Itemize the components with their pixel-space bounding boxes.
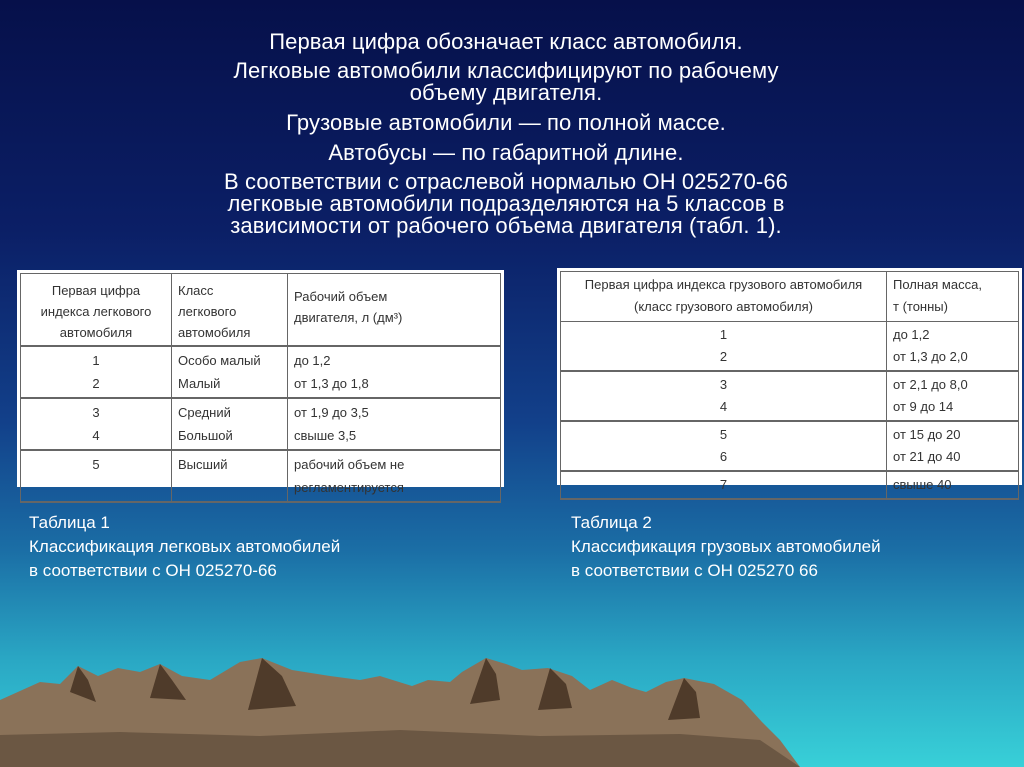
table2-header-mass (887, 272, 1019, 322)
table2-header-mass-a: Полная масса, (893, 277, 982, 292)
mountain-base (0, 730, 800, 767)
table2-header-digit-b: (класс грузового автомобиля) (634, 299, 813, 314)
table1-header-digit-c: автомобиля (59, 325, 133, 340)
table1-header-class-a: Класс (178, 283, 214, 298)
table2-digit: 2 (719, 349, 728, 364)
table2-masses (887, 421, 1019, 471)
table1-class: Малый (178, 376, 221, 391)
table2-caption-line2: в соответствии с ОН 025270 66 (571, 561, 818, 580)
table1-header-class (172, 274, 288, 347)
table1-volume: от 1,9 до 3,5 (294, 405, 369, 420)
table1-class: Большой (178, 428, 233, 443)
table2-digit: 7 (719, 477, 728, 492)
table1-volume: от 1,3 до 1,8 (294, 376, 369, 391)
table1-caption-line2: в соответствии с ОН 025270-66 (29, 561, 277, 580)
intro-line-norm-c: зависимости от рабочего объема двигателя (табл. 1). (230, 213, 782, 238)
intro-line-class: Первая цифра обозначает класс автомобиля. (269, 29, 743, 54)
intro-line-norm (120, 171, 892, 237)
table1-digit: 3 (92, 405, 100, 420)
table1-digit: 2 (92, 376, 100, 391)
table-row (561, 421, 1019, 471)
truck-table (557, 268, 1022, 492)
table2-masses (887, 371, 1019, 421)
intro-line-passenger (120, 60, 892, 104)
table1-class: Средний (178, 405, 231, 420)
table1-caption (29, 511, 340, 583)
table2-masses (887, 322, 1019, 372)
table1-volumes (288, 450, 501, 502)
table1-digit: 1 (92, 353, 100, 368)
intro-line-buses: Автобусы — по габаритной длине. (328, 140, 684, 165)
table1-header-class-b: легкового (178, 304, 237, 319)
table2-digit: 5 (719, 427, 728, 442)
table-row (21, 346, 501, 398)
table1-classes (172, 398, 288, 450)
table1-class: Высший (178, 457, 228, 472)
table1-classes (172, 346, 288, 398)
intro-line-passenger-a: Легковые автомобили классифицируют по рабочему (233, 58, 779, 83)
table1-volume: регламентируется (294, 480, 404, 495)
table1-header-class-c: автомобиля (178, 325, 251, 340)
table1-digits (21, 346, 172, 398)
table1-class: Особо малый (178, 353, 261, 368)
table1-volume: до 1,2 (294, 353, 331, 368)
table1-digit: 5 (92, 457, 100, 472)
table2-mass: до 1,2 (893, 327, 930, 342)
table2-digits (561, 371, 887, 421)
table1-header-volume-b: двигателя, л (дм³) (294, 310, 403, 325)
table2-masses (887, 471, 1019, 499)
table1-volume: свыше 3,5 (294, 428, 357, 443)
intro-line-passenger-b: объему двигателя. (409, 80, 603, 105)
table-row (21, 450, 501, 502)
table1-classes (172, 450, 288, 502)
table2-caption-title: Таблица 2 (571, 513, 652, 532)
table1-header-volume (288, 274, 501, 347)
table2-digits (561, 421, 887, 471)
table2-header-mass-b: т (тонны) (893, 299, 948, 314)
table2-mass: от 1,3 до 2,0 (893, 349, 968, 364)
table2-mass: от 15 до 20 (893, 427, 961, 442)
table2-digits (561, 471, 887, 499)
table2-mass: свыше 40 (893, 477, 952, 492)
table1-digits (21, 450, 172, 502)
table2-mass: от 2,1 до 8,0 (893, 377, 968, 392)
table2-caption-line1: Классификация грузовых автомобилей (571, 537, 881, 556)
table2-header-digit (561, 272, 887, 322)
table2-mass: от 9 до 14 (893, 399, 954, 414)
table1-volumes (288, 346, 501, 398)
passenger-car-table (17, 270, 504, 495)
table2-header-digit-a: Первая цифра индекса грузового автомобиля (584, 277, 863, 292)
intro-line-norm-a: В соответствии с отраслевой нормалью ОН 025270-66 (224, 169, 788, 194)
intro-line-trucks: Грузовые автомобили — по полной массе. (286, 110, 726, 135)
table1-digits (21, 398, 172, 450)
table2-digits (561, 322, 887, 372)
mountains-illustration (0, 640, 1024, 767)
table1-header-digit-b: индекса легкового (40, 304, 152, 319)
table-row (21, 398, 501, 450)
table1-digit: 4 (92, 428, 100, 443)
table2-mass: от 21 до 40 (893, 449, 961, 464)
table2-digit: 1 (719, 327, 728, 342)
table1-header-digit (21, 274, 172, 347)
table1-caption-line1: Классификация легковых автомобилей (29, 537, 341, 556)
table2-digit: 6 (719, 449, 728, 464)
table2-caption (571, 511, 881, 583)
table-row (561, 322, 1019, 372)
table1-caption-title: Таблица 1 (29, 513, 110, 532)
table2-digit: 4 (719, 399, 728, 414)
table-row (561, 371, 1019, 421)
intro-line-norm-b: легковые автомобили подразделяются на 5 классов в (227, 191, 785, 216)
intro-text (120, 30, 892, 244)
table1-volumes (288, 398, 501, 450)
table2-digit: 3 (719, 377, 728, 392)
table1-header-volume-a: Рабочий объем (294, 289, 388, 304)
table1-header-digit-a: Первая цифра (51, 283, 141, 298)
table1-volume: рабочий объем не (294, 457, 405, 472)
table-row (561, 471, 1019, 499)
